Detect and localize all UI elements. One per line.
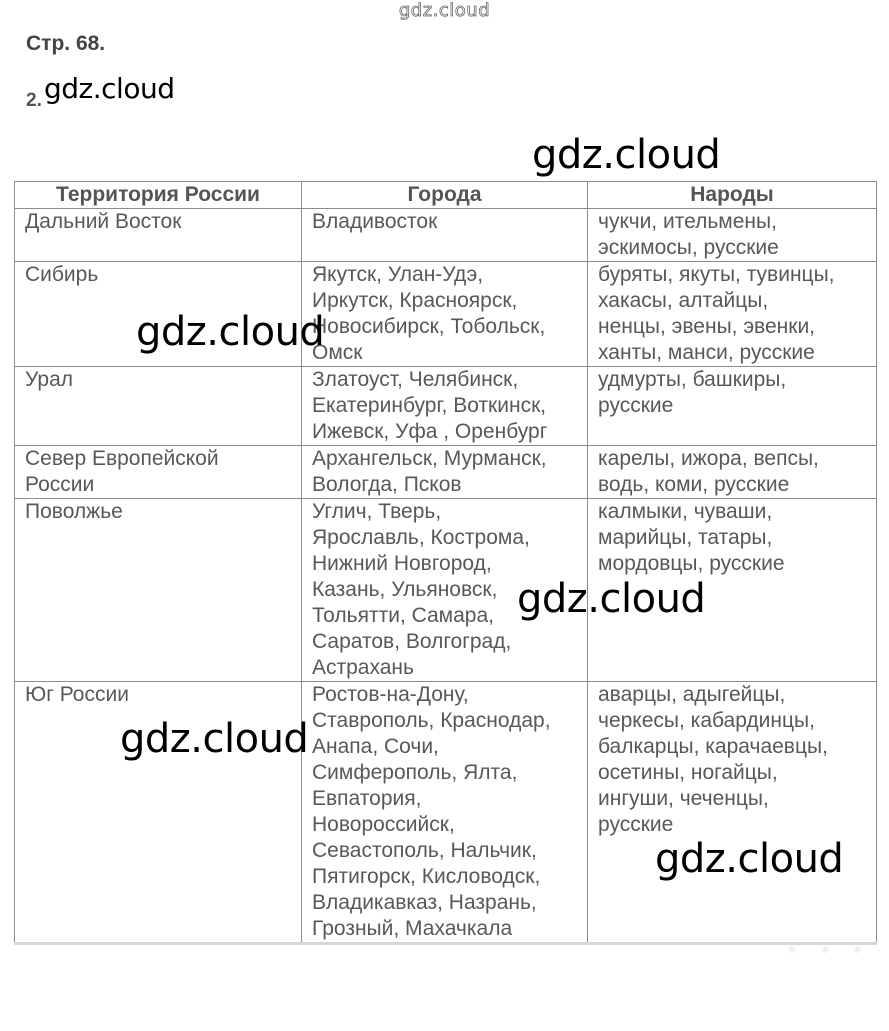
cell-line: Омск <box>312 341 363 364</box>
cell-line: аварцы, адыгейцы, <box>598 683 786 706</box>
cell-line: Новороссийск, <box>312 813 455 836</box>
peoples-cell <box>588 367 877 446</box>
cell-line: калмыки, чуваши, <box>598 500 773 523</box>
cell-line: черкесы, кабардинцы, <box>598 709 815 732</box>
cell-line: Пятигорск, Кисловодск, <box>312 865 541 888</box>
scan-artifact-dots <box>770 946 870 954</box>
cell-line: Углич, Тверь, <box>312 500 442 523</box>
table-row <box>15 499 877 682</box>
cell-line: ингуши, чеченцы, <box>598 787 769 810</box>
watermark-top: gdz.cloud <box>398 0 491 21</box>
cities-cell <box>302 209 588 262</box>
header-territory: Территория России <box>15 182 302 209</box>
cell-line: Север Европейской <box>25 447 219 470</box>
cell-line: марийцы, татары, <box>598 526 773 549</box>
table-row <box>15 367 877 446</box>
cell-line: буряты, якуты, тувинцы, <box>598 263 835 286</box>
cell-line: Архангельск, Мурманск, <box>312 447 547 470</box>
cell-line: Симферополь, Ялта, <box>312 761 518 784</box>
watermark-label: gdz.cloud <box>517 576 706 622</box>
header-peoples: Народы <box>588 182 877 209</box>
cell-line: русские <box>598 813 674 836</box>
table-row <box>15 209 877 262</box>
watermark-label: gdz.cloud <box>532 132 721 178</box>
header-cities: Города <box>302 182 588 209</box>
cell-line: Грозный, Махачкала <box>312 917 513 940</box>
cell-line: водь, коми, русские <box>598 473 790 496</box>
cell-line: Ростов-на-Дону, <box>312 683 469 706</box>
table-header-row <box>15 182 877 209</box>
peoples-cell <box>588 209 877 262</box>
cell-line: осетины, ногайцы, <box>598 761 778 784</box>
cell-line: Иркутск, Красноярск, <box>312 289 518 312</box>
cell-line: Дальний Восток <box>25 210 182 233</box>
cities-cell <box>302 262 588 367</box>
page-reference: Стр. 68. <box>26 32 106 55</box>
cell-line: Якутск, Улан-Удэ, <box>312 263 484 286</box>
cell-line: хакасы, алтайцы, <box>598 289 769 312</box>
cell-line: Евпатория, <box>312 787 422 810</box>
territory-cell <box>15 209 302 262</box>
cell-line: мордовцы, русские <box>598 552 785 575</box>
cell-line: Юг России <box>25 683 129 706</box>
watermark-label: gdz.cloud <box>120 716 309 762</box>
cell-line: удмурты, башкиры, <box>598 368 787 391</box>
territory-cell <box>15 446 302 499</box>
cities-cell <box>302 367 588 446</box>
cell-line: Урал <box>25 368 74 391</box>
cell-line: балкарцы, карачаевцы, <box>598 735 828 758</box>
territory-cell <box>15 367 302 446</box>
regions-table <box>14 181 877 945</box>
watermark-label: gdz.cloud <box>44 72 175 105</box>
cities-cell <box>302 682 588 944</box>
cell-line: Казань, Ульяновск, <box>312 578 498 601</box>
cell-line: Сибирь <box>25 263 99 286</box>
peoples-cell <box>588 446 877 499</box>
task-number: 2. <box>26 90 42 111</box>
cell-line: Вологда, Псков <box>312 473 462 496</box>
cell-line: Анапа, Сочи, <box>312 735 439 758</box>
watermark-label: gdz.cloud <box>136 309 325 355</box>
cell-line: Ставрополь, Краснодар, <box>312 709 551 732</box>
cell-line: Ижевск, Уфа , Оренбург <box>312 420 548 443</box>
cell-line: России <box>25 473 95 496</box>
cell-line: Саратов, Волгоград, <box>312 630 512 653</box>
cell-line: ненцы, эвены, эвенки, <box>598 315 816 338</box>
cell-line: Владикавказ, Назрань, <box>312 891 537 914</box>
territory-cell <box>15 499 302 682</box>
cell-line: Ярославль, Кострома, <box>312 526 530 549</box>
peoples-cell <box>588 262 877 367</box>
cell-line: Владивосток <box>312 210 438 233</box>
peoples-cell <box>588 682 877 944</box>
cell-line: Нижний Новгород, <box>312 552 492 575</box>
cell-line: Астрахань <box>312 656 414 679</box>
cell-line: Екатеринбург, Воткинск, <box>312 394 547 417</box>
watermark-label: gdz.cloud <box>655 836 844 882</box>
cell-line: эскимосы, русские <box>598 236 779 259</box>
cell-line: Златоуст, Челябинск, <box>312 368 519 391</box>
cell-line: Поволжье <box>25 500 123 523</box>
cell-line: Севастополь, Нальчик, <box>312 839 537 862</box>
cities-cell <box>302 446 588 499</box>
cell-line: Тольятти, Самара, <box>312 604 494 627</box>
table-row <box>15 446 877 499</box>
cell-line: карелы, ижора, вепсы, <box>598 447 819 470</box>
cell-line: ханты, манси, русские <box>598 341 815 364</box>
cell-line: чукчи, ительмены, <box>598 210 777 233</box>
cell-line: русские <box>598 394 674 417</box>
cell-line: Новосибирск, Тобольск, <box>312 315 546 338</box>
